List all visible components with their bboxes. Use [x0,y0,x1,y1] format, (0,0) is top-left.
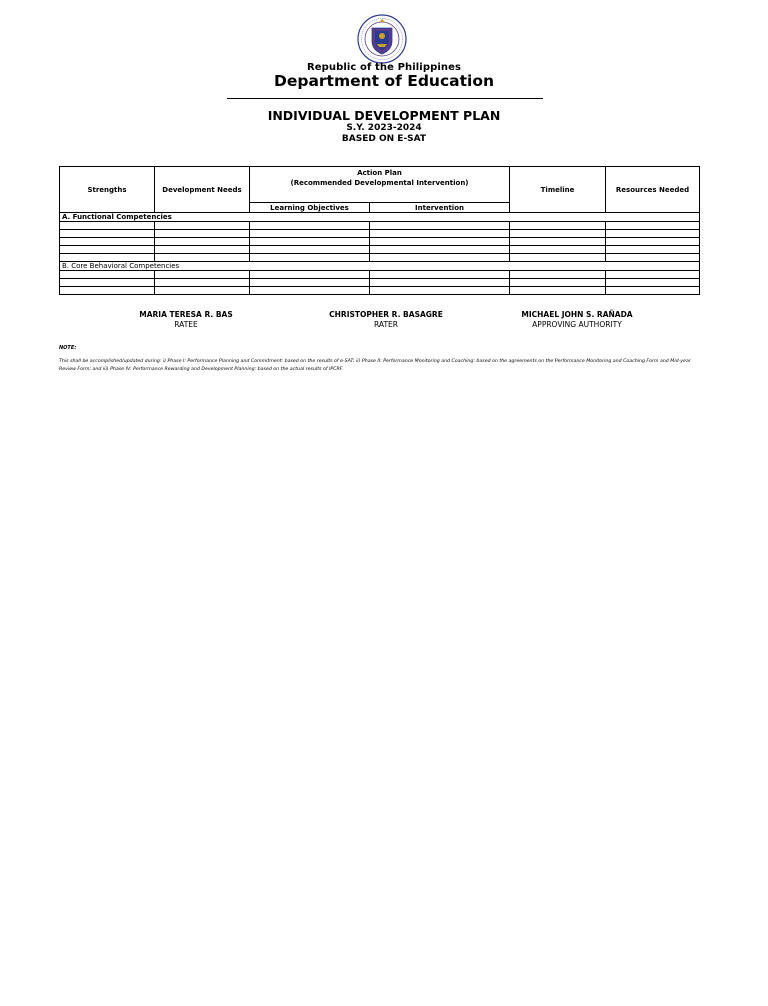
table-cell[interactable] [250,287,370,295]
ratee-name: MARIA TERESA R. BAS [139,310,233,319]
table-cell[interactable] [370,279,510,287]
table-cell[interactable] [370,238,510,246]
table-cell[interactable] [510,287,606,295]
section-core-behavioral-competencies: B. Core Behavioral Competencies [60,262,700,271]
table-cell[interactable] [60,222,155,230]
table-cell[interactable] [60,279,155,287]
header-development-needs: Development Needs [155,167,250,213]
school-year: S.Y. 2023-2024 [346,123,422,133]
table-cell[interactable] [510,238,606,246]
section-functional-competencies: A. Functional Competencies [60,213,700,222]
action-plan-sublabel: (Recommended Developmental Intervention) [290,179,469,187]
table-cell[interactable] [250,222,370,230]
table-cell[interactable] [370,287,510,295]
table-cell[interactable] [250,271,370,279]
table-cell[interactable] [510,246,606,254]
table-cell[interactable] [606,238,700,246]
table-cell[interactable] [606,254,700,262]
header-strengths: Strengths [60,167,155,213]
table-cell[interactable] [370,254,510,262]
signatory-ratee [126,310,246,330]
table-cell[interactable] [606,279,700,287]
table-cell[interactable] [155,230,250,238]
table-row [60,287,700,295]
rater-name: CHRISTOPHER R. BASAGRE [329,310,443,319]
table-cell[interactable] [606,222,700,230]
table-cell[interactable] [155,238,250,246]
header-learning-objectives: Learning Objectives [250,203,370,213]
table-cell[interactable] [370,222,510,230]
document-title: INDIVIDUAL DEVELOPMENT PLAN [267,108,501,123]
approver-name: MICHAEL JOHN S. RAÑADA [521,310,633,319]
table-row [60,246,700,254]
table-row [60,279,700,287]
table-cell[interactable] [155,279,250,287]
table-cell[interactable] [60,287,155,295]
approver-role: APPROVING AUTHORITY [532,320,622,329]
table-cell[interactable] [510,279,606,287]
document-basis: BASED ON E-SAT [341,134,427,144]
republic-heading: Republic of the Philippines [306,62,462,73]
table-cell[interactable] [510,230,606,238]
table-cell[interactable] [155,271,250,279]
table-cell[interactable] [250,238,370,246]
table-row [60,222,700,230]
header-action-plan [250,167,510,203]
rater-role: RATER [374,320,398,329]
table-cell[interactable] [370,230,510,238]
signatory-approving-authority [507,310,647,330]
table-cell[interactable] [60,230,155,238]
table-row [60,254,700,262]
table-cell[interactable] [155,246,250,254]
table-row [60,230,700,238]
header-timeline: Timeline [510,167,606,213]
note-label: NOTE: [59,345,77,351]
table-cell[interactable] [606,230,700,238]
table-cell[interactable] [370,246,510,254]
development-plan-table [59,166,700,295]
table-cell[interactable] [250,279,370,287]
table-cell[interactable] [510,271,606,279]
table-cell[interactable] [606,287,700,295]
deped-seal-logo [357,14,407,64]
table-cell[interactable] [606,246,700,254]
department-heading: Department of Education [273,72,495,90]
table-cell[interactable] [60,271,155,279]
table-cell[interactable] [250,254,370,262]
table-row [60,271,700,279]
table-cell[interactable] [510,254,606,262]
header-resources-needed: Resources Needed [606,167,700,213]
table-cell[interactable] [60,246,155,254]
table-cell[interactable] [155,287,250,295]
ratee-role: RATEE [174,320,198,329]
header-intervention: Intervention [370,203,510,213]
table-cell[interactable] [250,246,370,254]
signatory-rater [316,310,456,330]
table-cell[interactable] [510,222,606,230]
table-cell[interactable] [155,222,250,230]
header-divider [227,98,543,99]
table-cell[interactable] [60,254,155,262]
table-cell[interactable] [250,230,370,238]
table-row [60,238,700,246]
note-text: This shall be accomplished/updated during: i) Phase I: Performance Planning and Commitment: based on the results of e-SAT; ii) Phase II: Performance Monitoring and Coaching: based on the agreements on the Performance Monitoring and Coaching Form and Mid-year Review Form; and iii) Phase IV: Performance Rewarding and Development Planning: based on the actual results of IPCRF. [59,359,691,372]
table-cell[interactable] [155,254,250,262]
table-cell[interactable] [606,271,700,279]
action-plan-label: Action Plan [357,169,402,177]
table-cell[interactable] [60,238,155,246]
table-cell[interactable] [370,271,510,279]
